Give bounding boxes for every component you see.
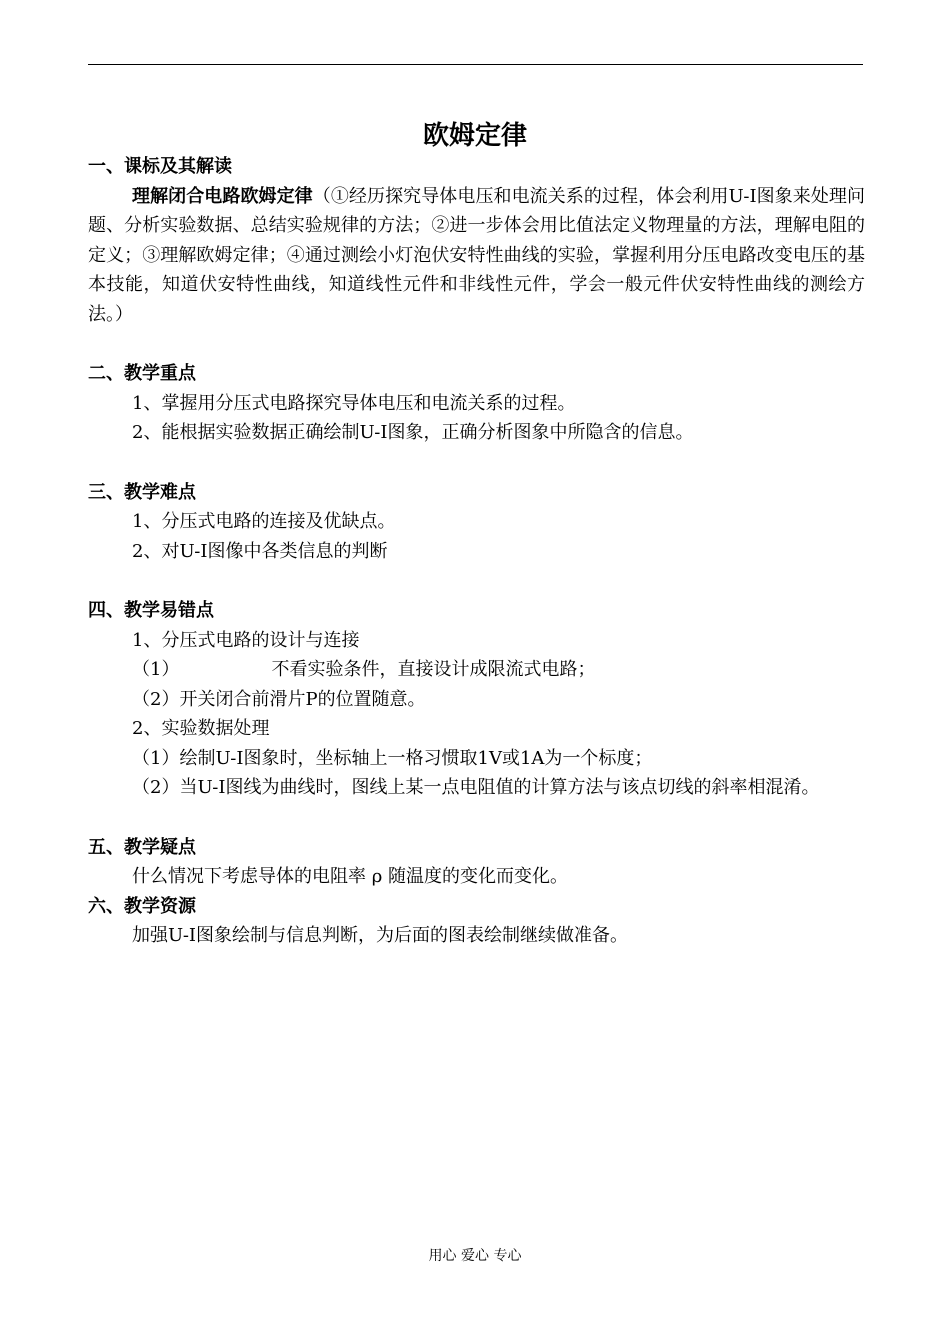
section-6-text: 加强U-I图象绘制与信息判断，为后面的图表绘制继续做准备。 bbox=[132, 925, 629, 946]
section-1-lead-bold: 理解闭合电路欧姆定律 bbox=[132, 185, 313, 207]
section-4-item-1-sub-2: （2）开关闭合前滑片P的位置随意。 bbox=[132, 688, 426, 710]
section-3-item-2: 2、对U-I图像中各类信息的判断 bbox=[132, 540, 388, 562]
section-5-text: 什么情况下考虑导体的电阻率 ρ 随温度的变化而变化。 bbox=[132, 866, 569, 887]
section-4-heading: 四、教学易错点 bbox=[88, 600, 214, 621]
section-4-item-2-sub-2: （2）当U-I图线为曲线时，图线上某一点电阻值的计算方法与该点切线的斜率相混淆。 bbox=[132, 777, 820, 798]
section-3-heading: 三、教学难点 bbox=[88, 481, 196, 503]
sub-1-text: 不看实验条件，直接设计成限流式电路； bbox=[271, 659, 596, 680]
section-2-item-2: 2、能根据实验数据正确绘制U-I图象，正确分析图象中所隐含的信息。 bbox=[132, 422, 694, 443]
sub-1-number: （1） bbox=[132, 659, 180, 680]
section-3-item-1: 1、分压式电路的连接及优缺点。 bbox=[132, 511, 396, 532]
document-body bbox=[88, 152, 865, 951]
section-6-heading: 六、教学资源 bbox=[88, 895, 196, 917]
section-1-lead-rest: （①经历探究导体电压和电流关系的过程，体会利用U-I图象来处理问题、分析实验数据、总结实验规律的方法；②进一步体会用比值法定义物理量的方法，理解电阻的定义；③理解欧姆定律；④通过测绘小灯泡伏安特性曲线的实验，掌握利用分压电路改变电压的基本技能，知道伏安特性曲线，知道线性元件和非线性元件，学会一般元件伏安特性曲线的测绘方法。） bbox=[88, 185, 866, 325]
section-5-heading: 五、教学疑点 bbox=[88, 836, 196, 858]
section-2-heading: 二、教学重点 bbox=[88, 363, 196, 384]
page-footer: 用心 爱心 专心 bbox=[428, 1248, 522, 1264]
section-4-item-2-sub-1: （1）绘制U-I图象时，坐标轴上一格习惯取1V或1A为一个标度； bbox=[132, 747, 653, 769]
section-1-paragraph bbox=[88, 182, 865, 330]
header-rule bbox=[88, 64, 863, 65]
section-4-item-1-sub-1 bbox=[88, 655, 865, 685]
section-4-item-2: 2、实验数据处理 bbox=[132, 718, 270, 739]
page-title: 欧姆定律 bbox=[422, 121, 527, 151]
section-1-heading: 一、课标及其解读 bbox=[88, 156, 232, 177]
section-4-item-1: 1、分压式电路的设计与连接 bbox=[132, 629, 360, 651]
section-2-item-1: 1、掌握用分压式电路探究导体电压和电流关系的过程。 bbox=[132, 392, 576, 414]
